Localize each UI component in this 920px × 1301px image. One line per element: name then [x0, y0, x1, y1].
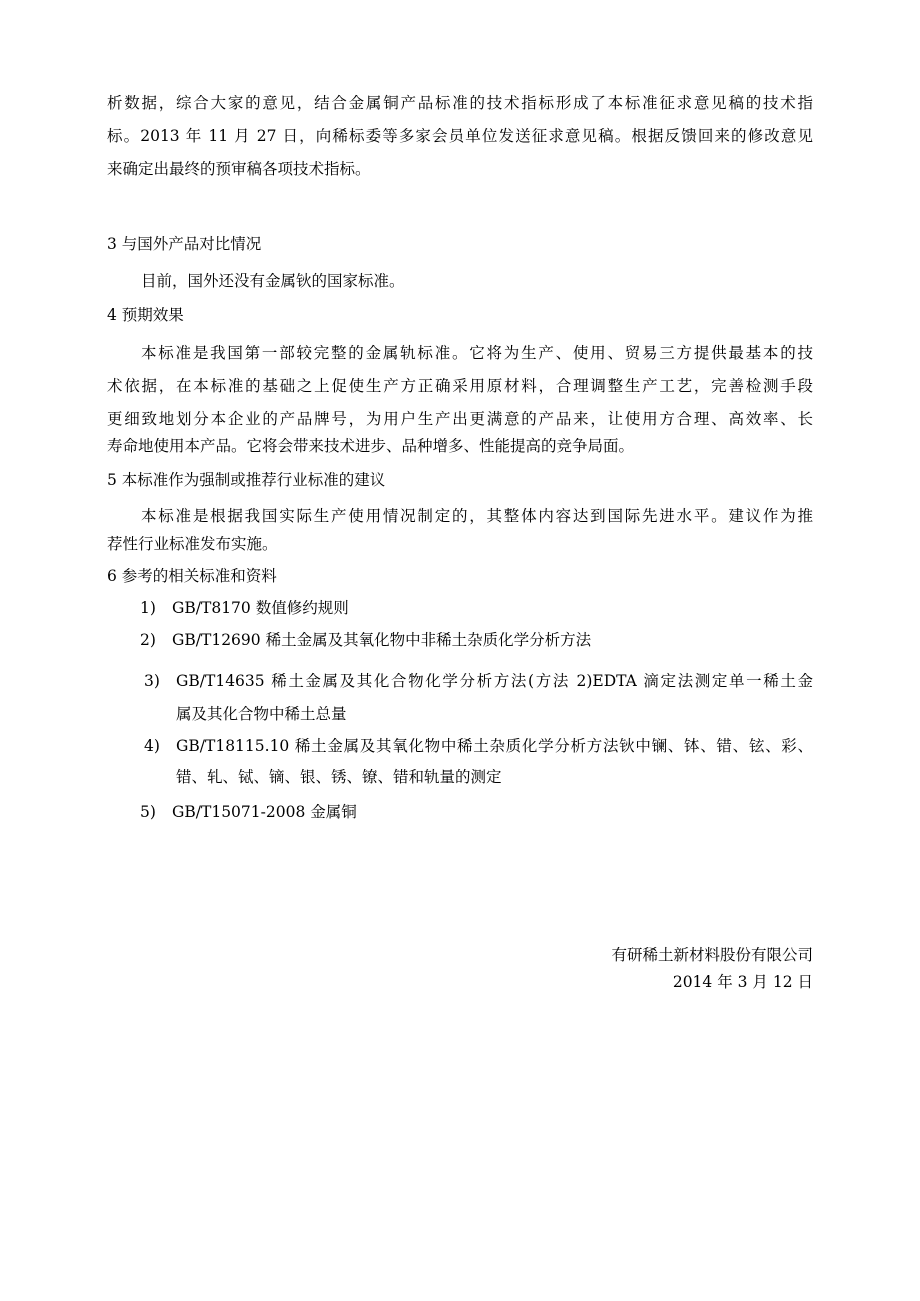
reference-number: 4) — [144, 737, 160, 755]
section-4-heading: 4 预期效果 — [107, 306, 184, 324]
intro-line-2: 标。2013 年 11 月 27 日，向稀标委等多家会员单位发送征求意见稿。根据反馈回来的修改意见 — [107, 127, 813, 145]
reference-text: GB/T15071-2008 金属铜 — [172, 803, 357, 821]
section-4-line-1: 本标准是我国第一部较完整的金属轨标准。它将为生产、使用、贸易三方提供最基本的技 — [141, 344, 813, 362]
reference-number: 5) — [140, 803, 156, 821]
document-date: 2014 年 3 月 12 日 — [672, 973, 813, 991]
section-6-heading: 6 参考的相关标准和资料 — [107, 567, 277, 585]
section-4-line-2: 术依据，在本标准的基础之上促使生产方正确采用原材料，合理调整生产工艺，完善检测手段 — [107, 377, 813, 395]
reference-text: GB/T18115.10 稀土金属及其氧化物中稀土杂质化学分析方法钬中镧、钵、错、铉、彩、 — [176, 737, 813, 755]
reference-text: GB/T12690 稀土金属及其氧化物中非稀土杂质化学分析方法 — [172, 631, 592, 649]
reference-text-continued: 错、轧、铽、镝、银、锈、镣、错和轨量的测定 — [176, 768, 502, 786]
section-4-line-4: 寿命地使用本产品。它将会带来技术进步、品种增多、性能提高的竞争局面。 — [107, 437, 635, 455]
reference-number: 1) — [140, 599, 156, 617]
section-4-line-3: 更细致地划分本企业的产品牌号，为用户生产出更满意的产品来，让使用方合理、高效率、长 — [107, 410, 813, 428]
reference-text: GB/T8170 数值修约规则 — [172, 599, 349, 617]
reference-number: 3) — [144, 672, 160, 690]
section-5-heading: 5 本标准作为强制或推荐行业标准的建议 — [107, 471, 386, 489]
intro-line-3: 来确定出最终的预审稿各项技术指标。 — [107, 160, 371, 178]
section-5-line-2: 荐性行业标准发布实施。 — [107, 535, 278, 553]
section-3-heading: 3 与国外产品对比情况 — [107, 235, 262, 253]
intro-line-1: 析数据，综合大家的意见，结合金属铜产品标准的技术指标形成了本标准征求意见稿的技术指 — [107, 94, 813, 112]
section-3-text: 目前，国外还没有金属钬的国家标准。 — [141, 272, 405, 290]
reference-text-continued: 属及其化合物中稀土总量 — [176, 705, 347, 723]
company-name: 有研稀土新材料股份有限公司 — [611, 946, 813, 964]
reference-number: 2) — [140, 631, 156, 649]
section-5-line-1: 本标准是根据我国实际生产使用情况制定的，其整体内容达到国际先进水平。建议作为推 — [141, 507, 813, 525]
reference-text: GB/T14635 稀土金属及其化合物化学分析方法(方法 2)EDTA 滴定法测定单一稀土金 — [176, 672, 813, 690]
